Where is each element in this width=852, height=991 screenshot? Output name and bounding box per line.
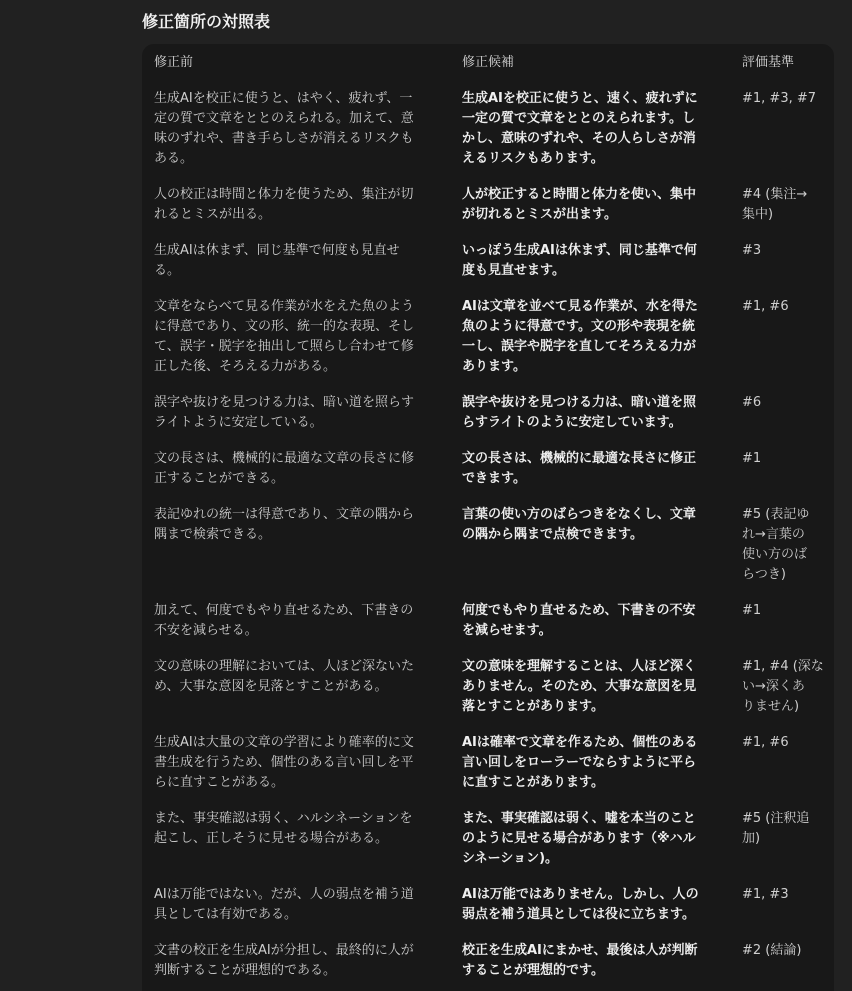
cell-line: #2 (結論) — [742, 943, 802, 958]
cell-criteria — [742, 505, 824, 585]
cell-line: #1, #6 — [742, 735, 789, 750]
cell-line: に直すことがあります。 — [462, 775, 604, 790]
cell-criteria — [742, 941, 824, 961]
cell-line: 正することができる。 — [154, 471, 285, 486]
cell-line: らすライトのように安定しています。 — [462, 415, 682, 430]
cell-line: 文の長さは、機械的に最適な文章の長さに修 — [154, 451, 415, 466]
comparison-table — [142, 44, 834, 991]
cell-line: 隅まで検索できる。 — [154, 527, 272, 542]
cell-criteria — [742, 733, 824, 753]
cell-line: 具としては有効である。 — [154, 907, 298, 922]
cell-criteria — [742, 809, 824, 849]
cell-line: 生成AIは休まず、同じ基準で何度も見直せ — [154, 243, 400, 258]
cell-line: 落とすことがあります。 — [462, 699, 604, 714]
cell-line: 生成AIを校正に使うと、はやく、疲れず、一 — [154, 91, 413, 106]
cell-criteria — [742, 185, 824, 225]
cell-line: い→深くあ — [742, 679, 805, 694]
cell-line: また、事実確認は弱く、嘘を本当のこと — [462, 811, 696, 826]
cell-line: #5 (注釈追 — [742, 811, 810, 826]
cell-criteria — [742, 449, 824, 469]
cell-line: AIは確率で文章を作るため、個性のある — [462, 735, 698, 750]
cell-line: AIは文章を並べて見る作業が、水を得た — [462, 299, 698, 314]
cell-before — [154, 393, 436, 433]
cell-line: ライトように安定している。 — [154, 415, 323, 430]
cell-candidate — [462, 393, 724, 433]
cell-line: れるとミスが出る。 — [154, 207, 272, 222]
cell-line: えるリスクもあります。 — [462, 151, 604, 166]
cell-line: を減らせます。 — [462, 623, 552, 638]
cell-before — [154, 449, 436, 489]
cell-line: 加) — [742, 831, 761, 846]
cell-line: かし、意味のずれや、その人らしさが消 — [462, 131, 696, 146]
cell-line: 不安を減らせる。 — [154, 623, 258, 638]
cell-line: りません) — [742, 699, 800, 714]
cell-line: また、事実確認は弱く、ハルシネーションを — [154, 811, 413, 826]
cell-line: 文書の校正を生成AIが分担し、最終的に人が — [154, 943, 414, 958]
cell-line: #1, #4 (深な — [742, 659, 824, 674]
cell-before — [154, 297, 436, 377]
cell-line: 度も見直せます。 — [462, 263, 565, 278]
cell-line: することが理想的です。 — [462, 963, 604, 978]
cell-before — [154, 941, 436, 981]
cell-before — [154, 185, 436, 225]
cell-line: #1, #6 — [742, 299, 789, 314]
cell-candidate — [462, 241, 724, 281]
cell-line: #6 — [742, 395, 762, 410]
cell-before — [154, 809, 436, 849]
cell-candidate — [462, 941, 724, 981]
cell-line: 起こし、正しそうに見せる場合がある。 — [154, 831, 389, 846]
cell-line: 生成AIは大量の文章の学習により確率的に文 — [154, 735, 414, 750]
cell-criteria — [742, 393, 824, 413]
cell-line: 何度でもやり直せるため、下書きの不安 — [462, 603, 696, 618]
header-before: 修正前 — [154, 55, 194, 70]
cell-line: 定の質で文章をととのえられる。加えて、意 — [154, 111, 414, 126]
cell-line: できます。 — [462, 471, 526, 486]
cell-line: 味のずれや、書き手らしさが消えるリスクも — [154, 131, 414, 146]
cell-criteria — [742, 297, 824, 317]
cell-before — [154, 733, 436, 793]
cell-line: ある。 — [154, 151, 194, 166]
cell-criteria — [742, 601, 824, 621]
cell-line: 文の意味を理解することは、人ほど深く — [462, 659, 697, 674]
cell-line: 一し、誤字や脱字を直してそろえる力が — [462, 339, 697, 354]
cell-line: る。 — [154, 263, 181, 278]
cell-line: 人の校正は時間と体力を使うため、集注が切 — [154, 187, 414, 202]
table-header — [142, 44, 834, 82]
cell-line: 判断することが理想的である。 — [154, 963, 337, 978]
cell-line: #1, #3 — [742, 887, 789, 902]
cell-candidate — [462, 297, 724, 377]
cell-candidate — [462, 885, 724, 925]
cell-line: 弱点を補う道具としては役に立ちます。 — [462, 907, 695, 922]
cell-line: 加えて、何度でもやり直せるため、下書きの — [154, 603, 414, 618]
cell-line: あります。 — [462, 359, 526, 374]
cell-line: め、大事な意図を見落とすことがある。 — [154, 679, 388, 694]
cell-line: れ→言葉の — [742, 527, 805, 542]
cell-line: 表記ゆれの統一は得意であり、文章の隅から — [154, 507, 415, 522]
cell-line: が切れるとミスが出ます。 — [462, 207, 617, 222]
cell-line: 校正を生成AIにまかせ、最後は人が判断 — [462, 943, 698, 958]
cell-criteria — [742, 89, 824, 109]
cell-line: #5 (表記ゆ — [742, 507, 810, 522]
cell-line: て、誤字・脱字を抽出して照らし合わせて修 — [154, 339, 414, 354]
cell-line: 生成AIを校正に使うと、速く、疲れずに — [462, 91, 698, 106]
cell-line: 魚のように得意です。文の形や表現を統 — [462, 319, 695, 334]
cell-before — [154, 885, 436, 925]
cell-before — [154, 505, 436, 545]
cell-candidate — [462, 505, 724, 545]
cell-line: 誤字や抜けを見つける力は、暗い道を照 — [462, 395, 697, 410]
cell-criteria — [742, 241, 824, 261]
cell-line: 文の意味の理解においては、人ほど深ないた — [154, 659, 415, 674]
cell-line: 文の長さは、機械的に最適な長さに修正 — [462, 451, 697, 466]
cell-candidate — [462, 733, 724, 793]
cell-line: シネーション)。 — [462, 851, 559, 866]
cell-line: ありません。そのため、大事な意図を見 — [462, 679, 697, 694]
cell-line: AIは万能ではありません。しかし、人の — [462, 887, 699, 902]
cell-line: #4 (集注→ — [742, 187, 808, 202]
cell-candidate — [462, 601, 724, 641]
cell-line: 言葉の使い方のばらつきをなくし、文章 — [462, 507, 696, 522]
cell-criteria — [742, 885, 824, 905]
cell-candidate — [462, 657, 724, 717]
cell-line: 書生成を行うため、個性のある言い回しを平 — [154, 755, 414, 770]
cell-before — [154, 657, 436, 697]
cell-line: 集中) — [742, 207, 774, 222]
cell-before — [154, 89, 436, 169]
cell-line: #1, #3, #7 — [742, 91, 817, 106]
cell-line: 一定の質で文章をととのえられます。し — [462, 111, 695, 126]
cell-line: らに直すことがある。 — [154, 775, 285, 790]
cell-candidate — [462, 449, 724, 489]
cell-line: のように見せる場合があります（※ハル — [462, 831, 696, 846]
cell-criteria — [742, 657, 824, 717]
cell-line: 人が校正すると時間と体力を使い、集中 — [462, 187, 697, 202]
cell-line: に得意であり、文の形、統一的な表現、そし — [154, 319, 415, 334]
page-title: 修正箇所の対照表 — [142, 12, 271, 31]
cell-line: 言い回しをローラーでならすように平ら — [462, 755, 697, 770]
cell-line: #3 — [742, 243, 762, 258]
cell-candidate — [462, 185, 724, 225]
cell-candidate — [462, 809, 724, 869]
cell-candidate — [462, 89, 724, 169]
header-candidate: 修正候補 — [462, 55, 515, 70]
cell-line: 正した後、そろえる力がある。 — [154, 359, 337, 374]
cell-line: #1 — [742, 451, 762, 466]
cell-line: 使い方のば — [742, 547, 808, 562]
cell-line: らつき) — [742, 567, 786, 582]
cell-line: 誤字や抜けを見つける力は、暗い道を照らす — [154, 395, 415, 410]
cell-line: 文章をならべて見る作業が水をえた魚のよう — [154, 299, 415, 314]
cell-before — [154, 601, 436, 641]
cell-line: AIは万能ではない。だが、人の弱点を補う道 — [154, 887, 414, 902]
header-criteria: 評価基準 — [742, 55, 795, 70]
cell-line: の隅から隅まで点検できます。 — [462, 527, 643, 542]
cell-line: いっぽう生成AIは休まず、同じ基準で何 — [462, 243, 697, 258]
cell-before — [154, 241, 436, 281]
cell-line: #1 — [742, 603, 762, 618]
